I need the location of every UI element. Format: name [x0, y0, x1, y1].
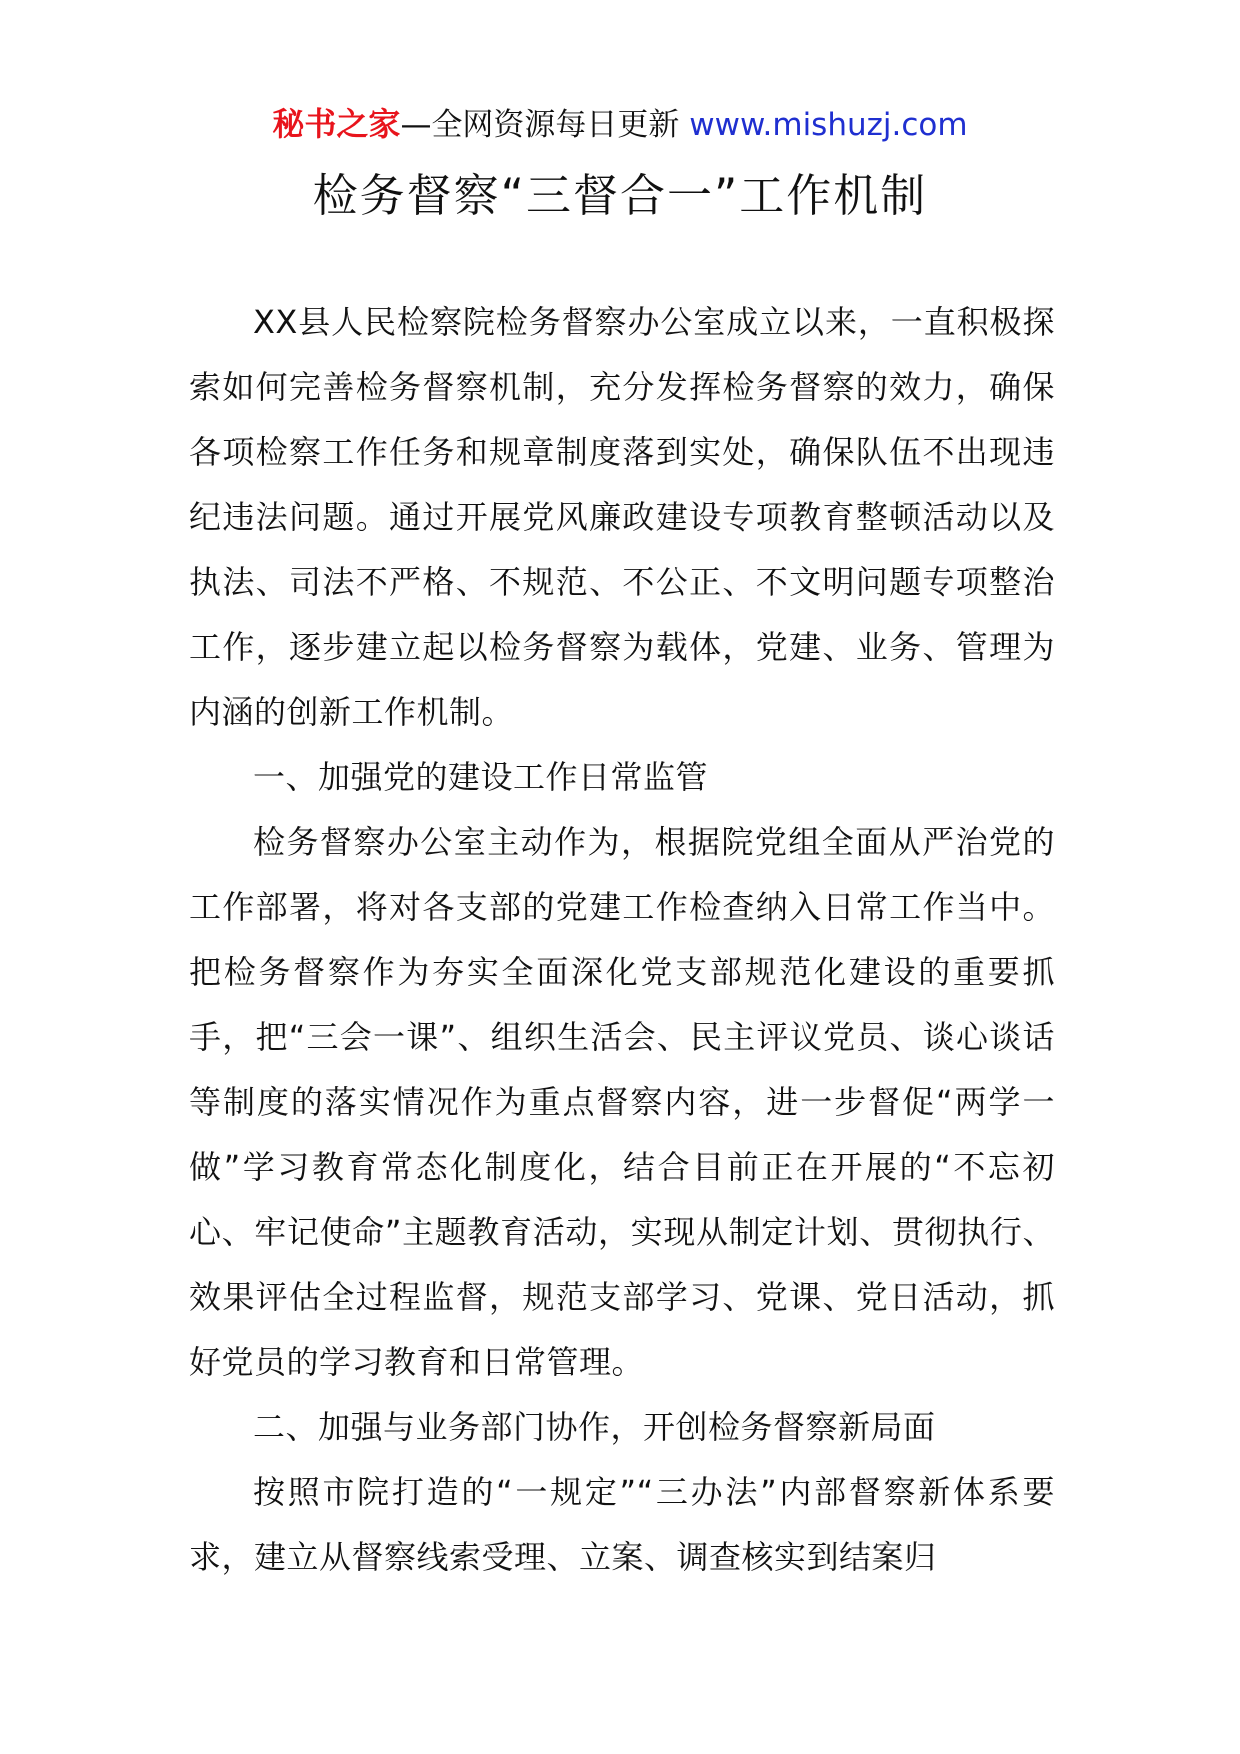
- site-header: [0, 100, 1240, 149]
- header-tagline: —全网资源每日更新: [400, 107, 690, 143]
- section-heading-2: 二、加强与业务部门协作，开创检务督察新局面: [253, 1408, 936, 1446]
- section-heading-1: 一、加强党的建设工作日常监管: [253, 758, 709, 796]
- section-paragraph-2: 按照市院打造的“一规定”“三办法”内部督察新体系要求，建立从督察线索受理、立案、调查核实到结案归: [189, 1473, 1055, 1576]
- site-url-link[interactable]: www.mishuzj.com: [689, 107, 968, 143]
- document-title: 检务督察“三督合一”工作机制: [312, 169, 928, 222]
- document-body: [189, 290, 1055, 1590]
- brand-name: 秘书之家: [272, 105, 401, 143]
- intro-paragraph: XX县人民检察院检务督察办公室成立以来，一直积极探索如何完善检务督察机制，充分发挥检务督察的效力，确保各项检察工作任务和规章制度落到实处，确保队伍不出现违纪违法问题。通过开展党风廉政建设专项教育整顿活动以及执法、司法不严格、不规范、不公正、不文明问题专项整治工作，逐步建立起以检务督察为载体，党建、业务、管理为内涵的创新工作机制。: [189, 303, 1055, 731]
- section-paragraph-1: 检务督察办公室主动作为，根据院党组全面从严治党的工作部署，将对各支部的党建工作检查纳入日常工作当中。把检务督察作为夯实全面深化党支部规范化建设的重要抓手，把“三会一课”、组织生活会、民主评议党员、谈心谈话等制度的落实情况作为重点督察内容，进一步督促“两学一做”学习教育常态化制度化，结合目前正在开展的“不忘初心、牢记使命”主题教育活动，实现从制定计划、贯彻执行、效果评估全过程监督，规范支部学习、党课、党日活动，抓好党员的学习教育和日常管理。: [189, 823, 1055, 1381]
